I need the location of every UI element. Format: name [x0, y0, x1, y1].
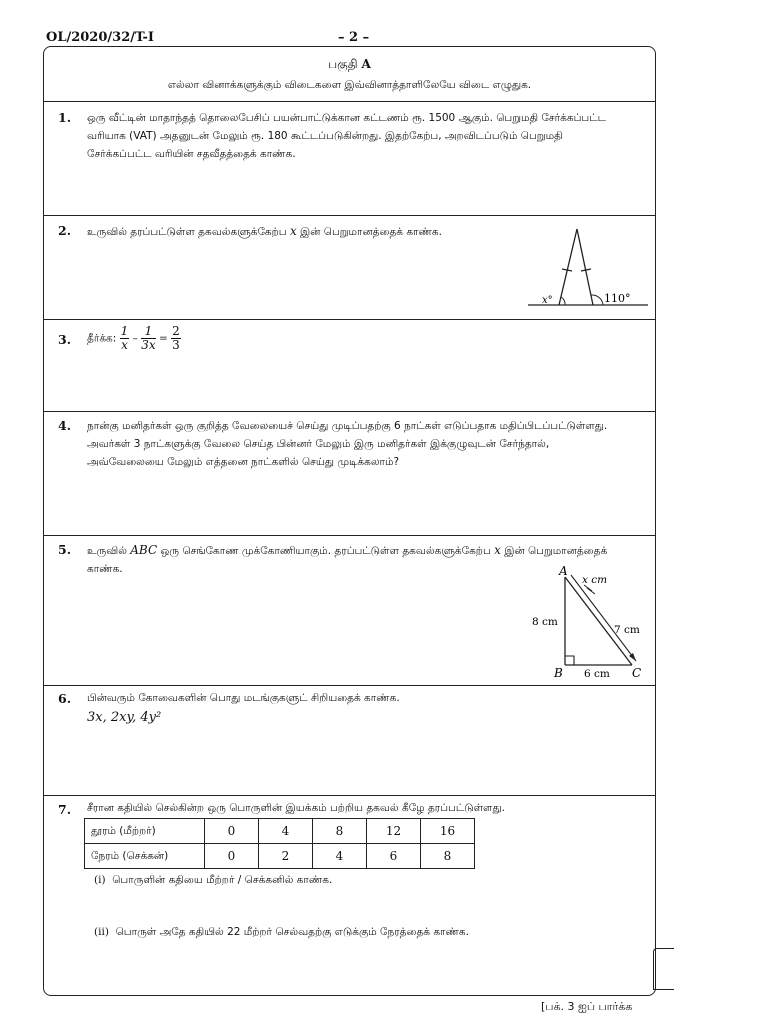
side-7cm-label: 7 cm — [614, 624, 640, 636]
angle-arc — [561, 297, 565, 305]
question-5-text-a: உருவில் — [87, 545, 131, 557]
side-6cm-label: 6 cm — [584, 668, 610, 680]
table-cell: 16 — [421, 819, 475, 844]
question-7-part-i — [94, 871, 332, 889]
part-title — [44, 57, 655, 73]
vertex-c-label: C — [632, 666, 642, 680]
table-cell: 6 — [367, 844, 421, 869]
sub-question-text: பொருள் அதே கதியில் 22 மீற்றர் செல்வதற்கு எடுக்கும் நேரத்தைக் காண்க. — [115, 926, 469, 938]
question-4-text — [87, 417, 607, 471]
equals-sign: = — [158, 332, 168, 345]
fraction-numerator: 1 — [120, 324, 129, 338]
question-4-line-1: நான்கு மனிதர்கள் ஒரு குறித்த வேலையைச் செய்து முடிப்பதற்கு 6 நாட்கள் எடுப்பதாக மதிப்பிடப்பட்டுள்ளது. — [87, 420, 608, 432]
fraction-numerator: 2 — [172, 324, 180, 338]
side-8cm-label: 8 cm — [532, 616, 558, 628]
question-2-text-b: இன் பெறுமானத்தைக் காண்க. — [296, 226, 442, 238]
distance-time-table — [84, 818, 475, 869]
variable-x: x — [494, 543, 501, 557]
page-footer: [பக். 3 ஐப் பார்க்க — [541, 1000, 633, 1013]
right-angle-mark — [565, 656, 574, 665]
fraction-denominator: 3 — [172, 338, 180, 352]
vertex-a-label: A — [559, 564, 568, 578]
row-label-distance: தூரம் (மீற்றர்) — [85, 819, 205, 844]
sub-question-number: (i) — [94, 874, 106, 886]
table-cell: 4 — [313, 844, 367, 869]
triangle-figure — [522, 219, 652, 311]
question-6-expressions: 3x, 2xy, 4y² — [87, 710, 162, 725]
table-cell: 8 — [421, 844, 475, 869]
part-instruction: எல்லா வினாக்களுக்கும் விடைகளை இவ்வினாத்தாளிலேயே விடை எழுதுக. — [167, 79, 532, 91]
table-cell: 0 — [205, 819, 259, 844]
minus-sign: – — [132, 332, 138, 345]
part-label: பகுதி — [328, 57, 358, 71]
sub-question-number: (ii) — [94, 926, 109, 938]
question-5-text-b: ஒரு செங்கோண முக்கோணியாகும். தரப்பட்டுள்ள தகவல்களுக்கேற்ப — [157, 545, 495, 557]
arrow-head — [629, 653, 636, 661]
question-1-text — [87, 109, 606, 163]
question-6-line-1: பின்வரும் கோவைகளின் பொது மடங்குகளுட் சிறியதைக் காண்க. — [87, 692, 400, 704]
divider — [44, 685, 655, 686]
page-number: – 2 – — [338, 30, 370, 45]
question-4-line-3: அவ்வேலையை மேலும் எத்தனை நாட்களில் செய்து முடிக்கலாம்? — [87, 456, 400, 468]
measure-arrow — [571, 575, 636, 661]
part-letter: A — [361, 57, 371, 71]
angle-110-label: 110° — [604, 292, 631, 305]
question-3-number: 3. — [58, 332, 72, 347]
divider — [44, 411, 655, 412]
fraction-denominator: 3x — [141, 338, 156, 352]
sub-question-text: பொருளின் கதியை மீற்றர் / செக்கனில் காண்க. — [112, 874, 333, 886]
divider — [44, 215, 655, 216]
question-2-text — [87, 222, 442, 241]
variable-x: x — [289, 224, 297, 238]
fraction-denominator: x — [121, 338, 128, 352]
question-7-part-ii — [94, 923, 469, 941]
margin-box — [653, 948, 674, 990]
fraction-3 — [171, 325, 181, 352]
question-2-number: 2. — [58, 223, 72, 238]
vertex-b-label: B — [554, 666, 563, 680]
question-4-number: 4. — [58, 418, 72, 433]
table-cell: 2 — [259, 844, 313, 869]
triangle-right-side — [577, 229, 593, 305]
question-5-number: 5. — [58, 542, 72, 557]
question-1-line-3: சேர்க்கப்பட்ட வரியின் சதவீதத்தைக் காண்க. — [87, 148, 296, 160]
row-label-time: நேரம் (செக்கன்) — [85, 844, 205, 869]
question-1-line-1: ஒரு வீட்டின் மாதாந்தத் தொலைபேசிப் பயன்பாட்டுக்கான கட்டணம் ரூ. 1500 ஆகும். பெறுமதி சேர்க்கப்பட்ட — [87, 112, 606, 124]
divider — [44, 535, 655, 536]
table-row — [85, 844, 475, 869]
triangle-left-side — [559, 229, 577, 305]
table-row — [85, 819, 475, 844]
fraction-1 — [120, 325, 130, 352]
question-6-number: 6. — [58, 691, 72, 706]
question-paper — [43, 46, 656, 996]
table-cell: 0 — [205, 844, 259, 869]
question-4-line-2: அவர்கள் 3 நாட்களுக்கு வேலை செய்த பின்னர் மேலும் இரு மனிதர்கள் இக்குழுவுடன் சேர்ந்தால், — [87, 438, 550, 450]
paper-code: OL/2020/32/T-I — [46, 30, 154, 45]
question-5-text-c: இன் பெறுமானத்தைக் — [500, 545, 608, 557]
question-7-number: 7. — [58, 802, 72, 817]
side-x-label: x cm — [582, 574, 608, 586]
right-triangle-figure — [532, 559, 650, 683]
question-5-line-2: காண்க. — [87, 563, 123, 575]
question-1-line-2: வரியாக (VAT) அதனுடன் மேலும் ரூ. 180 கூட்டப்படுகின்றது. இதற்கேற்ப, அறவிடப்படும் பெறுமதி — [87, 130, 563, 142]
arrow-tick — [587, 588, 595, 594]
question-5-text — [87, 541, 607, 578]
divider — [44, 319, 655, 320]
question-6-text — [87, 689, 400, 727]
question-3-text — [87, 325, 181, 352]
question-2-text-a: உருவில் தரப்பட்டுள்ள தகவல்களுக்கேற்ப — [87, 226, 290, 238]
angle-x-label: x° — [542, 295, 553, 306]
question-7-text: சீரான கதியில் செல்கின்ற ஒரு பொருளின் இயக்கம் பற்றிய தகவல் கீழே தரப்பட்டுள்ளது. — [87, 802, 505, 814]
table-cell: 4 — [259, 819, 313, 844]
triangle-name: ABC — [130, 543, 158, 557]
table-cell: 8 — [313, 819, 367, 844]
divider — [44, 795, 655, 796]
fraction-2 — [141, 325, 155, 352]
side-ac — [565, 577, 632, 665]
question-1-number: 1. — [58, 110, 72, 125]
fraction-numerator: 1 — [141, 325, 155, 339]
divider — [44, 101, 655, 102]
question-3-label: தீர்க்க: — [87, 332, 117, 345]
table-cell: 12 — [367, 819, 421, 844]
